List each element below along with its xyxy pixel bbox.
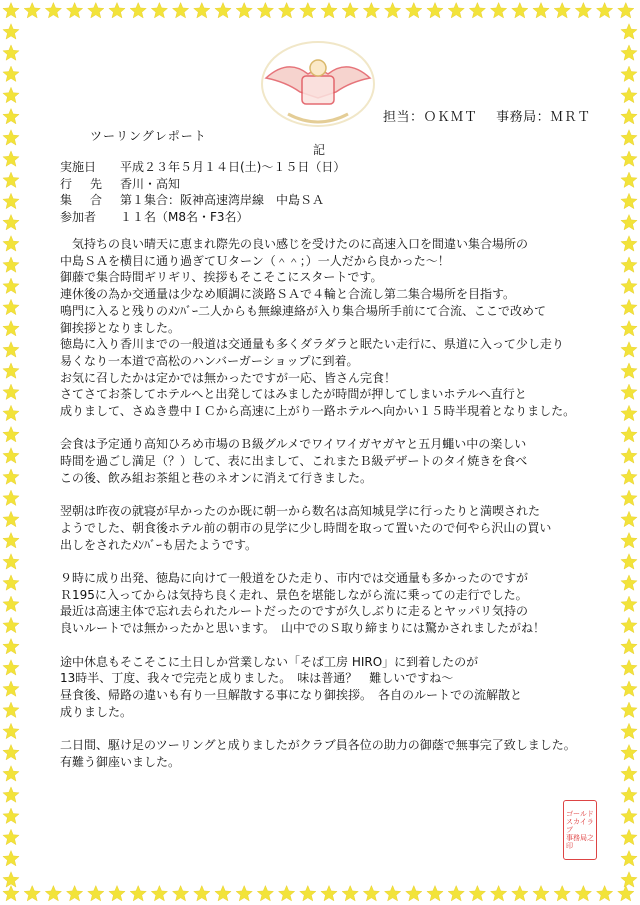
- border-star: [3, 151, 19, 166]
- border-star: [469, 886, 485, 901]
- border-star: [512, 886, 528, 901]
- border-star: [3, 681, 19, 696]
- info-value: 第１集合：阪神高速湾岸線 中島ＳＡ: [120, 193, 325, 207]
- border-star: [3, 469, 19, 484]
- border-star: [554, 886, 570, 901]
- border-star: [257, 3, 273, 18]
- border-star: [130, 886, 146, 901]
- border-star: [621, 87, 637, 102]
- border-star: [621, 469, 637, 484]
- paragraph-line: この後、飲み組お茶組と巷のネオンに消えて行きました。: [60, 470, 373, 485]
- paragraph-line: 良いルートでは無かったかと思います。 山中でのＳ取り締まりには驚かされましたがね！: [60, 621, 546, 636]
- border-star: [109, 886, 125, 901]
- border-star: [621, 829, 637, 844]
- ki-heading: 記: [313, 143, 326, 157]
- border-star: [236, 3, 252, 18]
- border-star: [173, 886, 189, 901]
- border-star: [621, 66, 637, 81]
- border-star: [597, 886, 613, 901]
- border-star: [88, 886, 104, 901]
- jimukyoku: 事務局：ＭＲＴ: [496, 110, 591, 125]
- border-star: [3, 872, 19, 887]
- border-star: [3, 766, 19, 781]
- border-star: [300, 886, 316, 901]
- border-star: [621, 299, 637, 314]
- border-star: [621, 745, 637, 760]
- border-star: [621, 639, 637, 654]
- border-star: [621, 215, 637, 230]
- border-star: [621, 851, 637, 866]
- paragraph-line: お気に召したかは定かでは無かったですが一応、皆さん完食！: [60, 370, 397, 385]
- border-star: [621, 384, 637, 399]
- border-star: [621, 172, 637, 187]
- border-star: [194, 3, 210, 18]
- border-star: [279, 3, 295, 18]
- border-star: [3, 45, 19, 60]
- border-star: [194, 886, 210, 901]
- border-star: [533, 886, 549, 901]
- staff-line: [383, 106, 605, 125]
- border-star: [3, 236, 19, 251]
- border-star: [3, 660, 19, 675]
- border-star: [621, 321, 637, 336]
- border-star: [3, 278, 19, 293]
- paragraph-line: 二日間、駆け足のツーリングと成りましたがクラブ員各位の助力の御蔭で無事完了致しました。: [60, 738, 576, 753]
- border-star: [427, 3, 443, 18]
- border-star: [3, 109, 19, 124]
- border-star: [621, 109, 637, 124]
- border-star: [215, 3, 231, 18]
- club-emblem-icon: [258, 38, 378, 130]
- border-star: [621, 151, 637, 166]
- paragraph-line: ９時に成り出発、徳島に向けて一般道をひた走り、市内では交通量も多かったのですが: [60, 571, 529, 586]
- border-star: [597, 3, 613, 18]
- border-star: [621, 490, 637, 505]
- paragraph: [60, 436, 620, 486]
- paragraph-line: 易くなり一本道で高松のハンバーガーショップに到着。: [60, 353, 359, 368]
- seal-line: ゴールド: [566, 810, 594, 818]
- border-star: [618, 886, 634, 901]
- border-star: [3, 851, 19, 866]
- report-title: ツーリングレポート: [90, 129, 207, 143]
- tanto: 担当：ＯＫＭＴ: [383, 110, 478, 125]
- office-seal-icon: [563, 800, 597, 860]
- seal-line: 事務局之印: [566, 834, 594, 850]
- border-star: [621, 427, 637, 442]
- border-star: [45, 886, 61, 901]
- border-star: [621, 45, 637, 60]
- border-star: [3, 554, 19, 569]
- border-star: [67, 886, 83, 901]
- border-star: [3, 511, 19, 526]
- border-star: [3, 448, 19, 463]
- border-star: [621, 702, 637, 717]
- border-star: [406, 3, 422, 18]
- border-star: [533, 3, 549, 18]
- info-value: 香川・高知: [120, 176, 181, 191]
- border-star: [385, 3, 401, 18]
- paragraph-line: 御挨拶となりました。: [60, 320, 181, 335]
- border-star: [3, 321, 19, 336]
- border-star: [279, 886, 295, 901]
- info-value: １１名（M8名・F3名）: [120, 209, 249, 224]
- paragraph: [60, 570, 620, 637]
- border-star: [621, 342, 637, 357]
- border-star: [621, 617, 637, 632]
- border-star: [3, 193, 19, 208]
- paragraph: [60, 503, 620, 553]
- border-star: [3, 886, 19, 901]
- border-star: [621, 766, 637, 781]
- paragraph-line: 翌朝は昨夜の就寝が早かったのか既に朝一から数名は高知城見学に行ったりと満喫された: [60, 504, 541, 519]
- border-star: [621, 236, 637, 251]
- border-star: [621, 24, 637, 39]
- info-value: 平成２３年５月１４日(土)～１５日（日）: [120, 160, 346, 174]
- border-star: [236, 886, 252, 901]
- info-row-destination: [60, 176, 345, 193]
- border-star: [3, 808, 19, 823]
- border-star: [3, 723, 19, 738]
- border-star: [3, 745, 19, 760]
- border-star: [491, 886, 507, 901]
- border-star: [3, 342, 19, 357]
- paragraph-line: 鳴門に入ると残りのﾒﾝﾊﾞｰ二人からも無線連絡が入り集合場所手前にて合流、ここで改めて: [60, 303, 547, 318]
- border-star: [3, 596, 19, 611]
- paragraph-line: 会食は予定通り高知ひろめ市場のＢ級グルメでワイワイガヤガヤと五月蠅い中の楽しい: [60, 437, 527, 452]
- border-star: [3, 787, 19, 802]
- border-star: [621, 130, 637, 145]
- border-star: [3, 490, 19, 505]
- border-star: [257, 886, 273, 901]
- border-star: [67, 3, 83, 18]
- info-label: 参加者: [60, 209, 97, 224]
- paragraph-line: ようでした、朝食後ホテル前の朝市の見学に少し時間を取って置いたので何やら沢山の買い: [60, 520, 552, 535]
- border-star: [621, 872, 637, 887]
- info-row-meeting: [60, 192, 345, 209]
- border-star: [448, 886, 464, 901]
- info-label: 行先: [60, 176, 121, 191]
- border-star: [469, 3, 485, 18]
- paragraph-line: 途中休息もそこそこに土日しか営業しない「そば工房 HIRO」に到着したのが: [60, 654, 479, 669]
- border-star: [363, 886, 379, 901]
- paragraph-line: さてさてお茶してホテルへと出発してはみましたが時間が押してしまいホテルへ直行と: [60, 387, 527, 402]
- border-star: [491, 3, 507, 18]
- border-star: [109, 3, 125, 18]
- border-star: [88, 3, 104, 18]
- border-star: [512, 3, 528, 18]
- seal-line: スカイラブ: [566, 818, 594, 834]
- border-star: [621, 808, 637, 823]
- border-star: [3, 130, 19, 145]
- border-star: [575, 3, 591, 18]
- paragraph-line: 成りまして、さぬき豊中ＩＣから高速に上がり一路ホテルへ向かい１５時半現着となりました。: [60, 404, 576, 419]
- border-star: [621, 193, 637, 208]
- info-row-date: [60, 159, 345, 176]
- info-label: 集合: [60, 193, 121, 207]
- border-star: [363, 3, 379, 18]
- border-star: [215, 886, 231, 901]
- border-star: [427, 886, 443, 901]
- border-star: [3, 3, 19, 18]
- border-star: [621, 681, 637, 696]
- info-block: [60, 159, 345, 225]
- border-star: [3, 172, 19, 187]
- border-star: [621, 448, 637, 463]
- paragraph-line: 徳島に入り香川までの一般道は交通量も多くダラダラと眠たい走行に、県道に入って少し走り: [60, 337, 564, 352]
- border-star: [3, 384, 19, 399]
- paragraph-line: 有難う御座いました。: [60, 754, 181, 769]
- paragraph-line: 時間を過ごし満足（？）して、表に出まして、これまたＢ級デザートのタイ焼きを食べ: [60, 454, 528, 469]
- border-star: [3, 617, 19, 632]
- paragraph-line: Ｒ195に入ってからは気持ち良く走れ、景色を堪能しながら流に乗っての走行でした。: [60, 587, 528, 602]
- border-star: [151, 886, 167, 901]
- paragraph-line: 最近は高速主体で忘れ去られたルートだったのですが久しぶりに走るとヤッパリ気持の: [60, 604, 529, 619]
- border-star: [406, 886, 422, 901]
- border-star: [621, 405, 637, 420]
- border-star: [621, 723, 637, 738]
- border-star: [130, 3, 146, 18]
- border-star: [3, 533, 19, 548]
- border-star: [621, 660, 637, 675]
- border-star: [173, 3, 189, 18]
- paragraph: [60, 654, 620, 721]
- border-star: [385, 886, 401, 901]
- border-star: [342, 886, 358, 901]
- border-star: [321, 3, 337, 18]
- border-star: [3, 427, 19, 442]
- border-star: [24, 3, 40, 18]
- border-star: [3, 257, 19, 272]
- paragraph-line: 御藤で集合時間ギリギリ、挨拶もそこそこにスタートです。: [60, 270, 383, 285]
- border-star: [3, 405, 19, 420]
- border-star: [621, 554, 637, 569]
- border-star: [3, 702, 19, 717]
- border-star: [621, 511, 637, 526]
- paragraph: [60, 236, 620, 420]
- paragraph-line: 気持ちの良い晴天に恵まれ際先の良い感じを受けたのに高速入口を間違い集合場所の: [72, 237, 529, 251]
- border-star: [3, 575, 19, 590]
- border-star: [3, 829, 19, 844]
- border-star: [321, 886, 337, 901]
- border-star: [24, 886, 40, 901]
- paragraph-line: 出しをされたﾒﾝﾊﾞｰも居たようです。: [60, 537, 258, 552]
- border-star: [300, 3, 316, 18]
- border-star: [3, 299, 19, 314]
- border-star: [151, 3, 167, 18]
- border-star: [621, 787, 637, 802]
- border-star: [3, 87, 19, 102]
- border-star: [3, 66, 19, 81]
- border-star: [3, 215, 19, 230]
- paragraph-line: 中島ＳＡを横目に通り過ぎてＵターン（＾＾；）一人だから良かった～！: [60, 253, 450, 268]
- border-star: [621, 533, 637, 548]
- paragraph-line: 13時半、丁度、我々で完売と成りました。 味は普通？ 難しいですね～: [60, 671, 454, 686]
- paragraph: [60, 737, 620, 770]
- border-star: [3, 24, 19, 39]
- paragraph-line: 連休後の為か交通量は少なめ順調に淡路ＳＡで４輪と合流し第二集合場所を目指す。: [60, 287, 516, 302]
- border-star: [45, 3, 61, 18]
- border-star: [621, 278, 637, 293]
- border-star: [621, 575, 637, 590]
- border-star: [618, 3, 634, 18]
- border-star: [448, 3, 464, 18]
- paragraph-line: 成りました。: [60, 704, 133, 719]
- border-star: [554, 3, 570, 18]
- border-star: [575, 886, 591, 901]
- info-row-participants: [60, 209, 345, 226]
- border-star: [3, 639, 19, 654]
- info-label: 実施日: [60, 160, 97, 174]
- paragraph-line: 昼食後、帰路の違いも有り一旦解散する事になり御挨拶。 各自のルートでの流解散と: [60, 687, 523, 702]
- report-body: [60, 236, 620, 787]
- border-star: [621, 257, 637, 272]
- border-star: [342, 3, 358, 18]
- border-star: [621, 596, 637, 611]
- border-star: [3, 363, 19, 378]
- border-star: [621, 363, 637, 378]
